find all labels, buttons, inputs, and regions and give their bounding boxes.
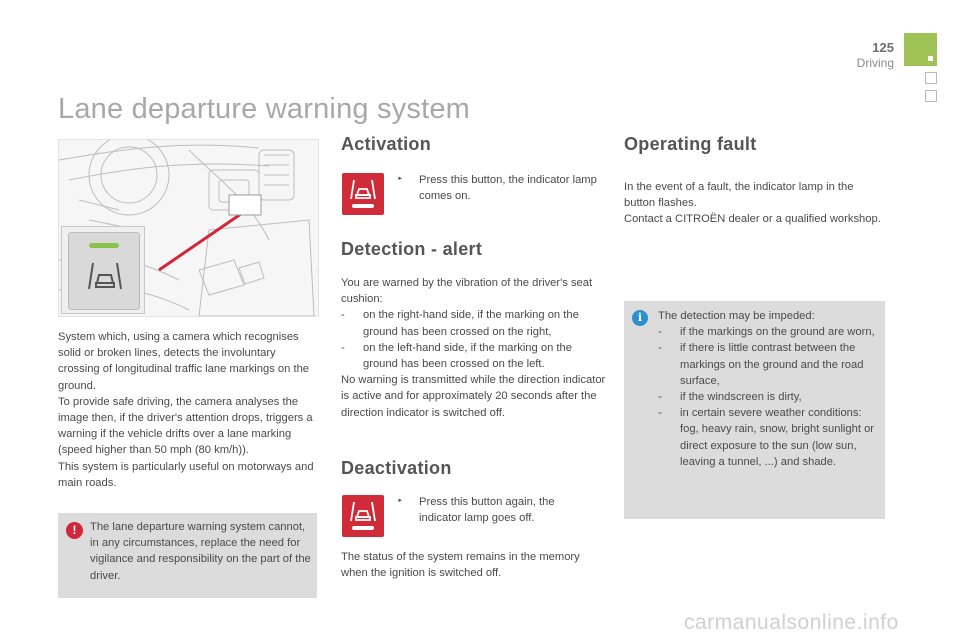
exclamation-icon: ! [66,522,83,539]
deactivation-instruction [397,494,597,526]
info-icon: i [632,310,648,326]
section-tab-active [904,33,937,66]
fault-line-1: In the event of a fault, the indicator lamp in the button flashes. [624,181,854,210]
info-text [658,308,882,470]
list-item: - in certain severe weather conditions: fog, heavy rain, snow, bright sunlight or direct exposure to the sun (low sun, leaving a tunnel, ...) and shade. [658,407,875,468]
detection-intro: You are warned by the vibration of the driver's seat cushion: [341,277,593,306]
intro-paragraph-3: This system is particularly useful on motorways and main roads. [58,460,314,489]
lane-departure-icon [87,261,123,291]
info-box [624,301,885,519]
deactivation-heading: Deactivation [341,458,452,478]
activation-instruction [397,172,597,204]
operating-fault-heading: Operating fault [624,134,757,154]
lane-departure-icon [350,501,376,523]
section-tab-empty [925,90,937,102]
info-intro: The detection may be impeded: [658,310,815,322]
list-item: - on the right-hand side, if the marking on the ground has been crossed on the right, [341,309,579,338]
activation-text: Press this button, the indicator lamp comes on. [419,174,597,203]
fault-line-2: Contact a CITROËN dealer or a qualified workshop. [624,213,881,226]
intro-paragraph-2: To provide safe driving, the camera analyses the image then, if the driver's attention drops, triggers a warning if the vehicle drifts over a lane marking (speed higher than 50 mph (80 km/h)). [58,395,313,457]
section-label: Driving [856,56,894,70]
deactivation-note: The status of the system remains in the memory when the ignition is switched off. [341,551,580,580]
list-item: - if the windscreen is dirty, [658,391,802,404]
operating-fault-text [624,179,886,228]
section-tab-empty [925,72,937,84]
button-inset [61,226,145,314]
page-number: 125 [872,40,894,55]
intro-paragraph: System which, using a camera which recognises solid or broken lines, detects the involuntary crossing of longitudinal traffic lane markings on the ground. [58,331,310,392]
activation-heading: Activation [341,134,432,154]
deactivation-text: Press this button again, the indicator lamp goes off. [419,496,555,525]
indicator-lamp-icon [352,526,374,530]
lane-departure-button [342,495,384,537]
dashboard-illustration [58,139,319,317]
indicator-lamp-icon [89,243,119,248]
detection-text [341,275,607,421]
indicator-lamp-icon [352,204,374,208]
intro-text [58,329,320,491]
detection-list [341,307,607,372]
info-list [658,324,882,470]
list-item: - if there is little contrast between the markings on the ground and the road surface, [658,342,864,387]
arrow-bullet-icon: ‣ [397,496,403,507]
list-item: - if the markings on the ground are worn, [658,326,875,339]
detection-heading: Detection - alert [341,239,483,259]
arrow-bullet-icon: ‣ [397,174,403,185]
list-item: - on the left-hand side, if the marking on the ground has been crossed on the left. [341,341,572,371]
warning-text: The lane departure warning system cannot, in any circumstances, replace the need for vigilance and responsibility on the part of the driver. [90,521,311,582]
watermark: carmanualsonline.info [684,611,899,634]
lane-button-graphic [68,232,140,310]
warning-box [58,513,317,598]
lane-departure-icon [350,179,376,201]
section-tab-dot [928,56,933,61]
lane-departure-button [342,173,384,215]
detection-outro: No warning is transmitted while the direction indicator is active and for approximately 20 seconds after the direction indicator is switched off. [341,374,606,419]
page-title: Lane departure warning system [58,93,471,125]
